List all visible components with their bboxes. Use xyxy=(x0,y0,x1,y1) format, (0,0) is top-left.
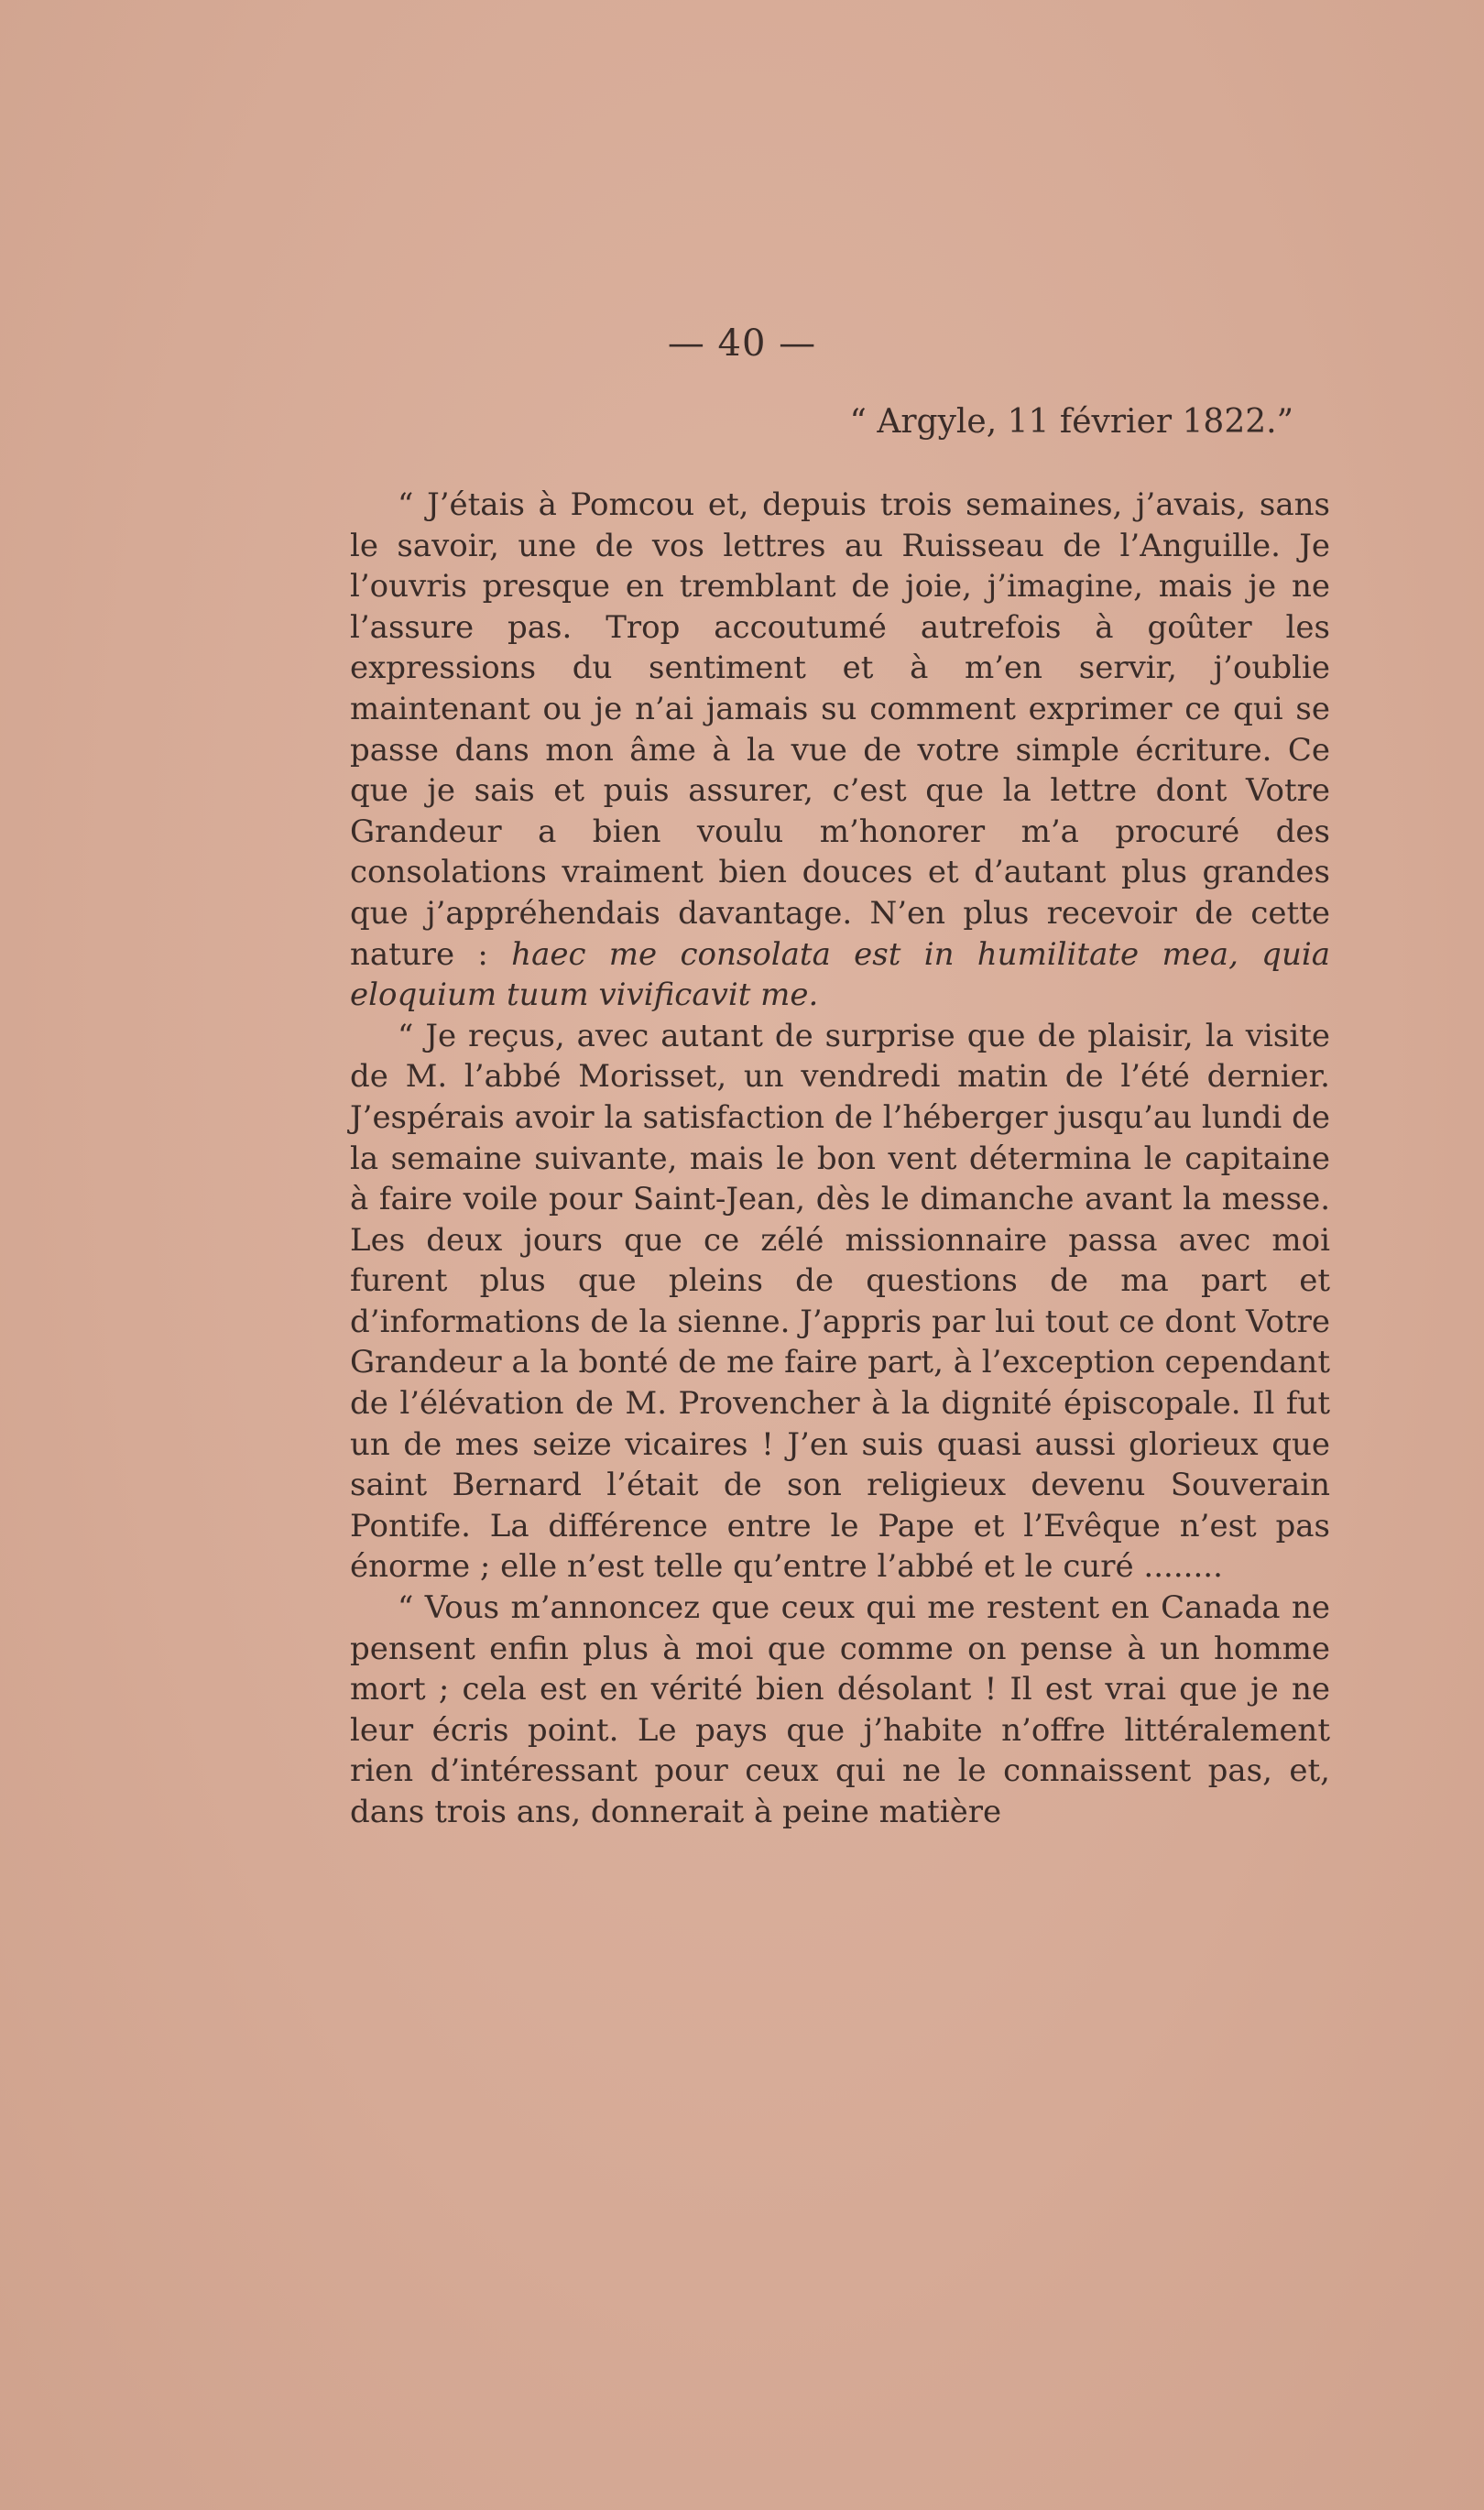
paragraph-3-text: “ Vous m’annoncez que ceux qui me restent en Canada ne pensent enfin plus à moi que comme on pense à un homme mort ; cela est en vérité bien désolant ! Il est vrai que je ne leur écris point. Le pays que j’habite n’offre littéralement rien d’intéressant pour ceux qui ne le connaissent pas, et, dans trois ans, donnerait à peine matière xyxy=(350,1589,1330,1830)
dateline: “ Argyle, 11 février 1822.” xyxy=(849,403,1293,441)
latin-quotation: haec me consolata est in humilitate mea, quia eloquium tuum vivificavit me. xyxy=(350,935,1330,1014)
paragraph-1 xyxy=(350,485,1330,1016)
paragraph-2-text: “ Je reçus, avec autant de surprise que de plaisir, la visite de M. l’abbé Morisset, un vendredi matin de l’été dernier. J’espérais avoir la satisfaction de l’héberger jusqu’au lundi de la semaine suivante, mais le bon vent détermina le capitaine à faire voile pour Saint-Jean, dès le dimanche avant la messe. Les deux jours que ce zélé missionnaire passa avec moi furent plus que pleins de questions de ma part et d’informations de la sienne. J’appris par lui tout ce dont Votre Grandeur a la bonté de me faire part, à l’exception cependant de l’élévation de M. Provencher à la dignité épiscopale. Il fut un de mes seize vicaires ! J’en suis quasi aussi glorieux que saint Bernard l’était de son religieux devenu Souverain Pontife. La différence entre le Pape et l’Evêque n’est pas énorme ; elle n’est telle qu’entre l’abbé et le curé ........ xyxy=(350,1017,1330,1586)
text-column xyxy=(350,403,1330,1833)
paragraph-2 xyxy=(350,1016,1330,1588)
paragraph-1-text: “ J’étais à Pomcou et, depuis trois semaines, j’avais, sans le savoir, une de vos lettres au Ruisseau de l’Anguille. Je l’ouvris presque en tremblant de joie, j’imagine, mais je ne l’assure pas. Trop accoutumé autrefois à goûter les expressions du sentiment et à m’en servir, j’oublie maintenant ou je n’ai jamais su comment exprimer ce qui se passe dans mon âme à la vue de votre simple écriture. Ce que je sais et puis assurer, c’est que la lettre dont Votre Grandeur a bien voulu m’honorer m’a procuré des consolations vraiment bien douces et d’autant plus grandes que j’appréhendais davantage. N’en plus recevoir de cette nature : xyxy=(350,486,1330,973)
paragraph-3 xyxy=(350,1588,1330,1833)
page-number: — 40 — xyxy=(667,322,817,365)
